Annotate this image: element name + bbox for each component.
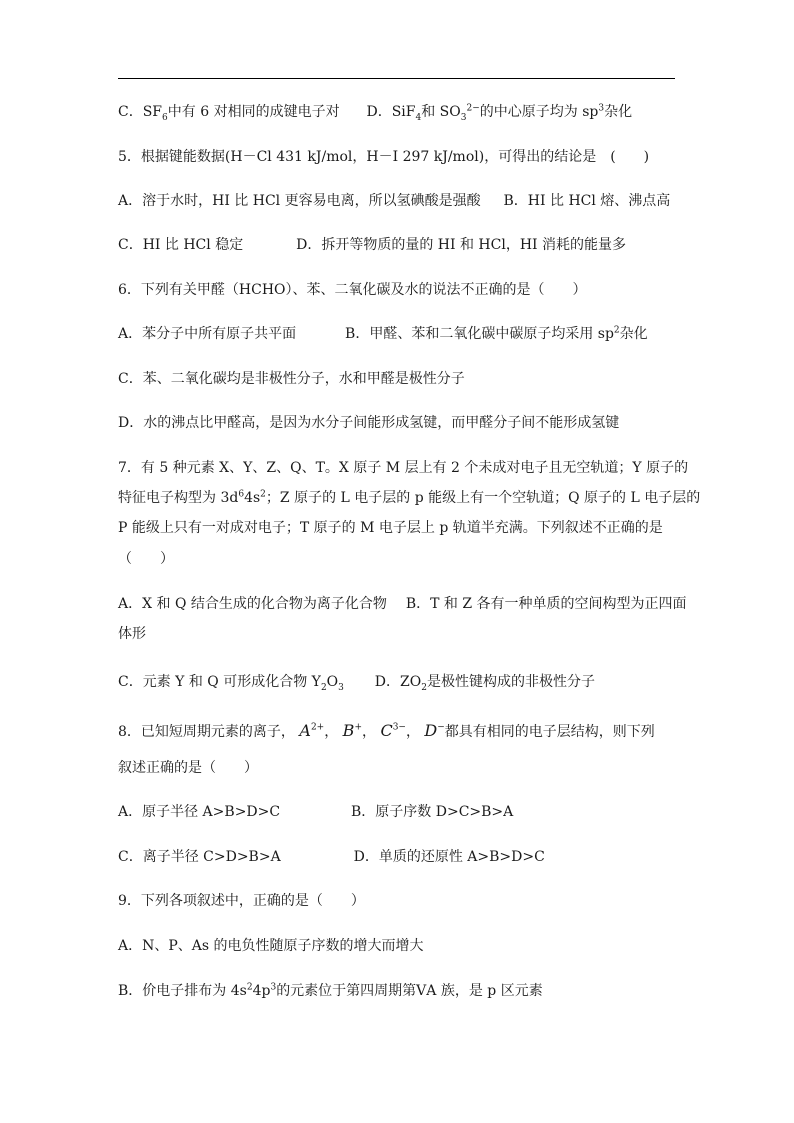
q6-options-ab — [118, 324, 648, 344]
q7-options-cd — [118, 672, 595, 692]
q4-option-d: D．SiF$_4$和 $SO_3^{2-}$的中心原子均为 $sp^3$杂化 — [366, 103, 633, 123]
q5-option-a: A．溶于水时，HI 比 HCl 更容易电离，所以氢碘酸是强酸 — [118, 193, 481, 209]
q5-option-c: C．HI 比 HCl 稳定 — [118, 237, 244, 253]
q7-option-b: B．T 和 Z 各有一种单质的空间构型为正四面 — [405, 596, 687, 612]
q7-stem-line1: 7．有 5 种元素 X、Y、Z、Q、T。X 原子 M 层上有 2 个未成对电子且无空轨道；Y 原子的 — [118, 460, 689, 476]
q8-option-d: D．单质的还原性 A>B>D>C — [353, 849, 545, 865]
header-rule — [118, 78, 675, 79]
q5-options-cd — [118, 235, 626, 255]
q6-option-d: D．水的沸点比甲醛高，是因为水分子间能形成氢键，而甲醛分子间不能形成氢键 — [118, 415, 620, 431]
q7-stem-line3: P 能级上只有一对成对电子；T 原子的 M 电子层上 p 轨道半充满。下列叙述不正确的是 — [118, 520, 663, 536]
ion-c: $C^{3-}$ — [380, 721, 406, 740]
q8-options-cd — [118, 847, 545, 867]
q7-option-a: A．X 和 Q 结合生成的化合物为离子化合物 — [118, 596, 387, 612]
ion-a: $A^{2+}$ — [299, 721, 325, 740]
q8-option-b: B．原子序数 D>C>B>A — [351, 804, 514, 820]
q4-options-cd — [118, 102, 632, 122]
q6-option-a: A．苯分子中所有原子共平面 — [118, 326, 297, 342]
q5-option-d: D．拆开等物质的量的 HI 和 HCl，HI 消耗的能量多 — [296, 237, 627, 253]
q4-option-c: C．$SF_6$中有 6 对相同的成键电子对 — [118, 104, 340, 123]
q7-option-d: D．$ZO_2$是极性键构成的非极性分子 — [374, 674, 595, 693]
q7-option-c: C．元素 Y 和 Q 可形成化合物 $Y_2O_3$ — [118, 674, 344, 693]
q7-option-b-cont: 体形 — [118, 626, 146, 642]
q5-option-b: B．HI 比 HCl 熔、沸点高 — [503, 193, 671, 209]
q7-options-ab — [118, 594, 687, 614]
q5-options-ab — [118, 191, 670, 211]
q8-stem-line1: 8．已知短周期元素的离子， $A^{2+}$， B+， $C^{3-}$， D−都具有相同的电子层结构，则下列 — [118, 721, 655, 740]
q8-option-c: C．离子半径 C>D>B>A — [118, 849, 281, 865]
ion-b: B+ — [342, 721, 362, 740]
q6-stem: 6．下列有关甲醛（HCHO）、苯、二氧化碳及水的说法不正确的是（ ） — [118, 282, 587, 298]
q8-options-ab — [118, 802, 513, 822]
q8-option-a: A．原子半径 A>B>D>C — [118, 804, 281, 820]
q7-stem-line4: （ ） — [118, 551, 174, 567]
ion-d: D− — [424, 721, 445, 740]
q6-option-c: C．苯、二氧化碳均是非极性分子，水和甲醛是极性分子 — [118, 371, 465, 387]
q5-stem: 5．根据键能数据(H－Cl 431 kJ/mol，H－I 297 kJ/mol)，可得出的结论是 ( ) — [118, 149, 650, 165]
q9-option-b: B．价电子排布为 $4s^24p^3$的元素位于第四周期第ⅤA 族，是 p 区元素 — [118, 982, 543, 999]
q8-stem-line2: 叙述正确的是（ ） — [118, 760, 258, 776]
q9-option-a: A．N、P、As 的电负性随原子序数的增大而增大 — [118, 938, 424, 954]
q6-option-b: B．甲醛、苯和二氧化碳中碳原子均采用 $sp^2$杂化 — [345, 325, 648, 342]
q9-stem: 9．下列各项叙述中，正确的是（ ） — [118, 893, 365, 909]
q7-stem-line2: 特征电子构型为 $3d^64s^2$；Z 原子的 L 电子层的 p 能级上有一个空轨道；Q 原子的 L 电子层的 — [118, 489, 701, 506]
